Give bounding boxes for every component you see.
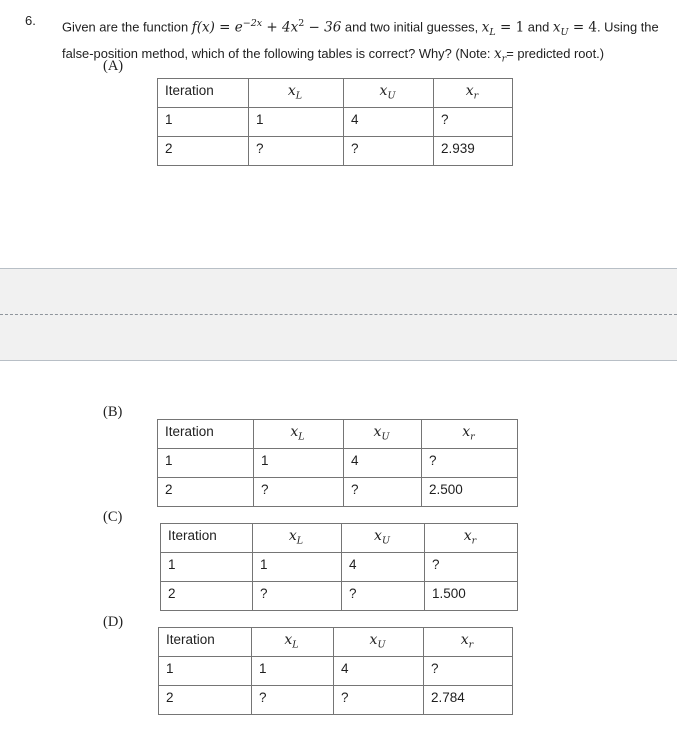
math-x: x (284, 632, 293, 648)
math-x: x (460, 632, 469, 648)
math-x: x (462, 424, 471, 440)
table-cell: ? (344, 478, 422, 507)
math-x: x (379, 83, 388, 99)
header-cell-xu (344, 420, 422, 449)
table-row (159, 657, 513, 686)
table-cell: 2 (158, 478, 254, 507)
math-segment: = 1 (495, 19, 525, 36)
header-cell-xr (434, 79, 513, 108)
table-cell: 1 (254, 449, 344, 478)
option-a-label: (A) (103, 58, 124, 74)
option-b-label: (B) (103, 404, 123, 420)
math-x: x (374, 528, 382, 544)
table-row (158, 137, 513, 166)
math-x: x (463, 528, 472, 544)
text-segment: and two initial guesses, (341, 19, 482, 35)
math-x-u: x (552, 19, 561, 36)
math-sub-r: r (468, 639, 474, 651)
math-segment: + 4x (262, 19, 299, 36)
question-text (62, 13, 659, 69)
table-cell: ? (424, 657, 513, 686)
math-subscript-u: U (560, 26, 569, 38)
table-cell: 2 (159, 686, 252, 715)
table-row (158, 108, 513, 137)
table-cell: ? (253, 582, 342, 611)
math-segment: f(x) = e (191, 19, 243, 36)
table-row (161, 582, 518, 611)
option-b-table (157, 419, 518, 507)
table-cell: 1 (161, 553, 253, 582)
header-cell-xl (252, 628, 334, 657)
math-sub-r: r (471, 535, 477, 547)
option-c-table (160, 523, 518, 611)
math-subscript-l: L (489, 26, 496, 38)
table-cell: ? (252, 686, 334, 715)
table-cell: 1 (159, 657, 252, 686)
text-segment: false-position method, which of the following tables is correct? Why? (Note: (62, 45, 495, 61)
table-cell: 1 (158, 449, 254, 478)
header-cell-xu (344, 79, 434, 108)
header-cell-iteration: Iteration (159, 628, 252, 657)
table-cell: 2 (158, 137, 249, 166)
table-cell: 4 (344, 108, 434, 137)
math-exponent: 2 (298, 18, 305, 29)
question-line-2 (62, 43, 659, 70)
table-cell: 4 (344, 449, 422, 478)
table-cell: 2.784 (424, 686, 513, 715)
table-row (158, 449, 518, 478)
math-x: x (288, 528, 297, 544)
table-cell: 1 (253, 553, 342, 582)
table-cell: ? (425, 553, 518, 582)
math-x: x (287, 83, 296, 99)
table-cell: 2 (161, 582, 253, 611)
option-d-table (158, 627, 513, 715)
table-header-row (158, 420, 518, 449)
table-cell: 2.500 (422, 478, 518, 507)
header-cell-xl (254, 420, 344, 449)
table-cell: ? (344, 137, 434, 166)
page-break-band (0, 268, 677, 361)
math-sub-r: r (473, 90, 479, 102)
option-a-table (157, 78, 513, 166)
table-cell: ? (422, 449, 518, 478)
header-cell-xr (424, 628, 513, 657)
math-sub-r: r (470, 431, 475, 443)
option-d-label: (D) (103, 614, 124, 630)
math-segment: − 36 (304, 19, 342, 36)
header-cell-xu (342, 524, 425, 553)
math-sub-u: U (387, 90, 396, 102)
table-cell: ? (342, 582, 425, 611)
table-cell: 2.939 (434, 137, 513, 166)
math-sub-l: L (296, 535, 304, 547)
header-cell-xl (253, 524, 342, 553)
table-cell: 1 (252, 657, 334, 686)
math-x: x (373, 424, 382, 440)
math-x: x (465, 83, 474, 99)
option-c-label: (C) (103, 509, 123, 525)
table-row (159, 686, 513, 715)
math-sub-u: U (377, 639, 386, 651)
header-cell-xr (425, 524, 518, 553)
table-row (161, 553, 518, 582)
table-header-row (158, 79, 513, 108)
header-cell-iteration: Iteration (158, 420, 254, 449)
table-cell: 1 (249, 108, 344, 137)
table-row (158, 478, 518, 507)
math-x-l: x (481, 19, 490, 36)
table-cell: 4 (342, 553, 425, 582)
header-cell-xl (249, 79, 344, 108)
text-segment: and (524, 19, 553, 35)
table-cell: 1 (158, 108, 249, 137)
math-sub-u: U (381, 431, 390, 443)
table-cell: ? (334, 686, 424, 715)
header-cell-iteration: Iteration (158, 79, 249, 108)
text-segment: = predicted root.) (506, 45, 605, 61)
table-cell: ? (434, 108, 513, 137)
math-subscript-r: r (501, 53, 507, 65)
table-cell: ? (254, 478, 344, 507)
math-sub-u: U (381, 535, 390, 547)
header-cell-iteration: Iteration (161, 524, 253, 553)
math-sub-l: L (292, 639, 299, 651)
math-x: x (290, 424, 299, 440)
math-x-r: x (494, 45, 502, 62)
math-sub-l: L (298, 431, 305, 443)
table-cell: ? (249, 137, 344, 166)
table-cell: 4 (334, 657, 424, 686)
math-segment: = 4 (568, 19, 598, 36)
math-x: x (369, 632, 378, 648)
table-cell: 1.500 (425, 582, 518, 611)
header-cell-xr (422, 420, 518, 449)
question-number: 6. (25, 13, 36, 28)
text-segment: . Using the (597, 19, 659, 35)
math-sub-l: L (295, 90, 303, 102)
text-segment: Given are the function (62, 19, 192, 35)
math-exponent: −2x (242, 18, 263, 29)
header-cell-xu (334, 628, 424, 657)
table-header-row (161, 524, 518, 553)
page-break-dotted-line (0, 314, 677, 315)
question-line-1 (62, 13, 659, 43)
table-header-row (159, 628, 513, 657)
